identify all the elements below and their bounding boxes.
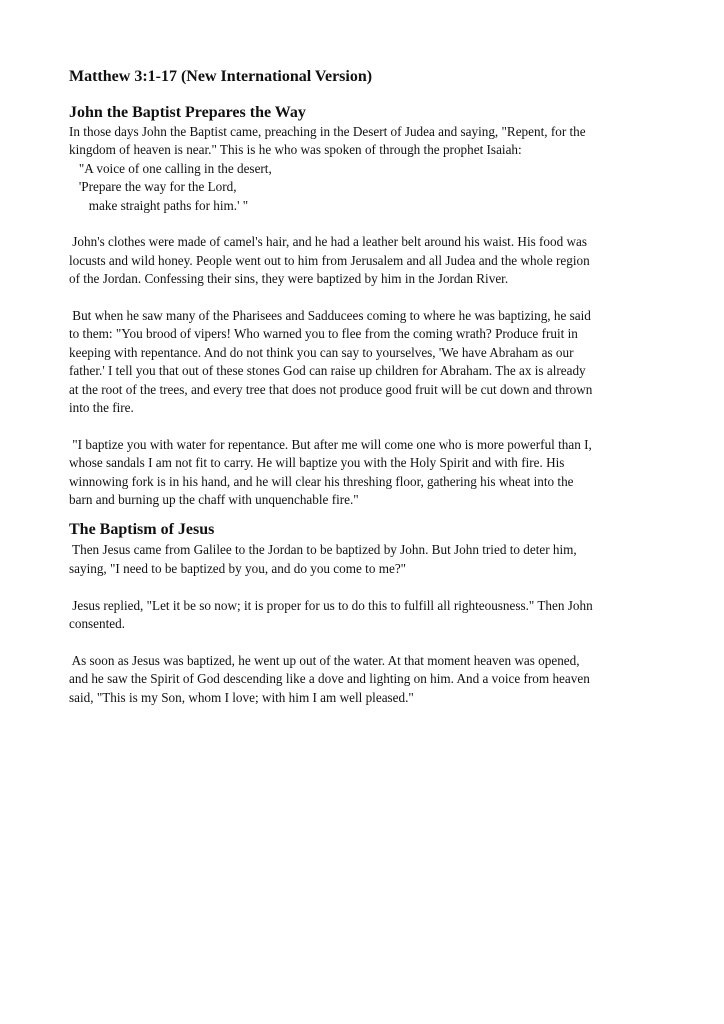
text-line: of the Jordan. Confessing their sins, they were baptized by him in the Jordan River. <box>69 271 509 287</box>
paragraph <box>69 597 659 634</box>
text-line: to them: "You brood of vipers! Who warned you to flee from the coming wrath? Produce fruit in <box>69 326 578 342</box>
paragraph <box>69 541 659 578</box>
text-line: As soon as Jesus was baptized, he went up out of the water. At that moment heaven was opened, <box>69 652 580 668</box>
text-line: John's clothes were made of camel's hair, and he had a leather belt around his waist. His food was <box>69 234 588 250</box>
section-heading: John the Baptist Prepares the Way <box>69 104 306 121</box>
text-line: make straight paths for him.' " <box>69 197 249 213</box>
text-line: at the root of the trees, and every tree that does not produce good fruit will be cut down and thrown <box>69 381 593 397</box>
document-page <box>69 66 659 726</box>
text-line: "A voice of one calling in the desert, <box>69 160 272 176</box>
text-line: father.' I tell you that out of these stones God can raise up children for Abraham. The ax is already <box>69 363 586 379</box>
text-line: locusts and wild honey. People went out to him from Jerusalem and all Judea and the whole region <box>69 252 590 268</box>
text-line: Then Jesus came from Galilee to the Jordan to be baptized by John. But John tried to deter him, <box>69 542 577 558</box>
text-line: Jesus replied, "Let it be so now; it is proper for us to do this to fulfill all righteousness." Then John <box>69 597 593 613</box>
text-line: whose sandals I am not fit to carry. He will baptize you with the Holy Spirit and with fire. His <box>69 455 565 471</box>
text-line: kingdom of heaven is near." This is he who was spoken of through the prophet Isaiah: <box>69 142 522 158</box>
paragraph <box>69 652 659 707</box>
text-line: into the fire. <box>69 400 134 416</box>
document-title: Matthew 3:1-17 (New International Version) <box>69 68 373 85</box>
text-line: keeping with repentance. And do not think you can say to yourselves, 'We have Abraham as our <box>69 344 574 360</box>
section-baptism-of-jesus <box>69 521 659 707</box>
text-line: saying, "I need to be baptized by you, and do you come to me?" <box>69 560 407 576</box>
paragraph <box>69 436 659 510</box>
text-line: But when he saw many of the Pharisees and Sadducees coming to where he was baptizing, he said <box>69 308 591 324</box>
paragraph <box>69 307 659 417</box>
text-line: barn and burning up the chaff with unquenchable fire." <box>69 492 359 508</box>
text-line: In those days John the Baptist came, preaching in the Desert of Judea and saying, "Repent, for the <box>69 124 586 139</box>
section-heading: The Baptism of Jesus <box>69 521 215 539</box>
text-line: "I baptize you with water for repentance. But after me will come one who is more powerful than I, <box>69 436 592 452</box>
paragraph <box>69 233 659 288</box>
text-line: and he saw the Spirit of God descending like a dove and lighting on him. And a voice from heaven <box>69 671 590 687</box>
paragraph <box>69 123 659 215</box>
section-john-the-baptist <box>69 104 659 509</box>
text-line: said, "This is my Son, whom I love; with him I am well pleased." <box>69 689 414 705</box>
text-line: consented. <box>69 616 126 632</box>
text-line: 'Prepare the way for the Lord, <box>69 179 237 195</box>
text-line: winnowing fork is in his hand, and he will clear his threshing floor, gathering his wheat into the <box>69 473 574 489</box>
